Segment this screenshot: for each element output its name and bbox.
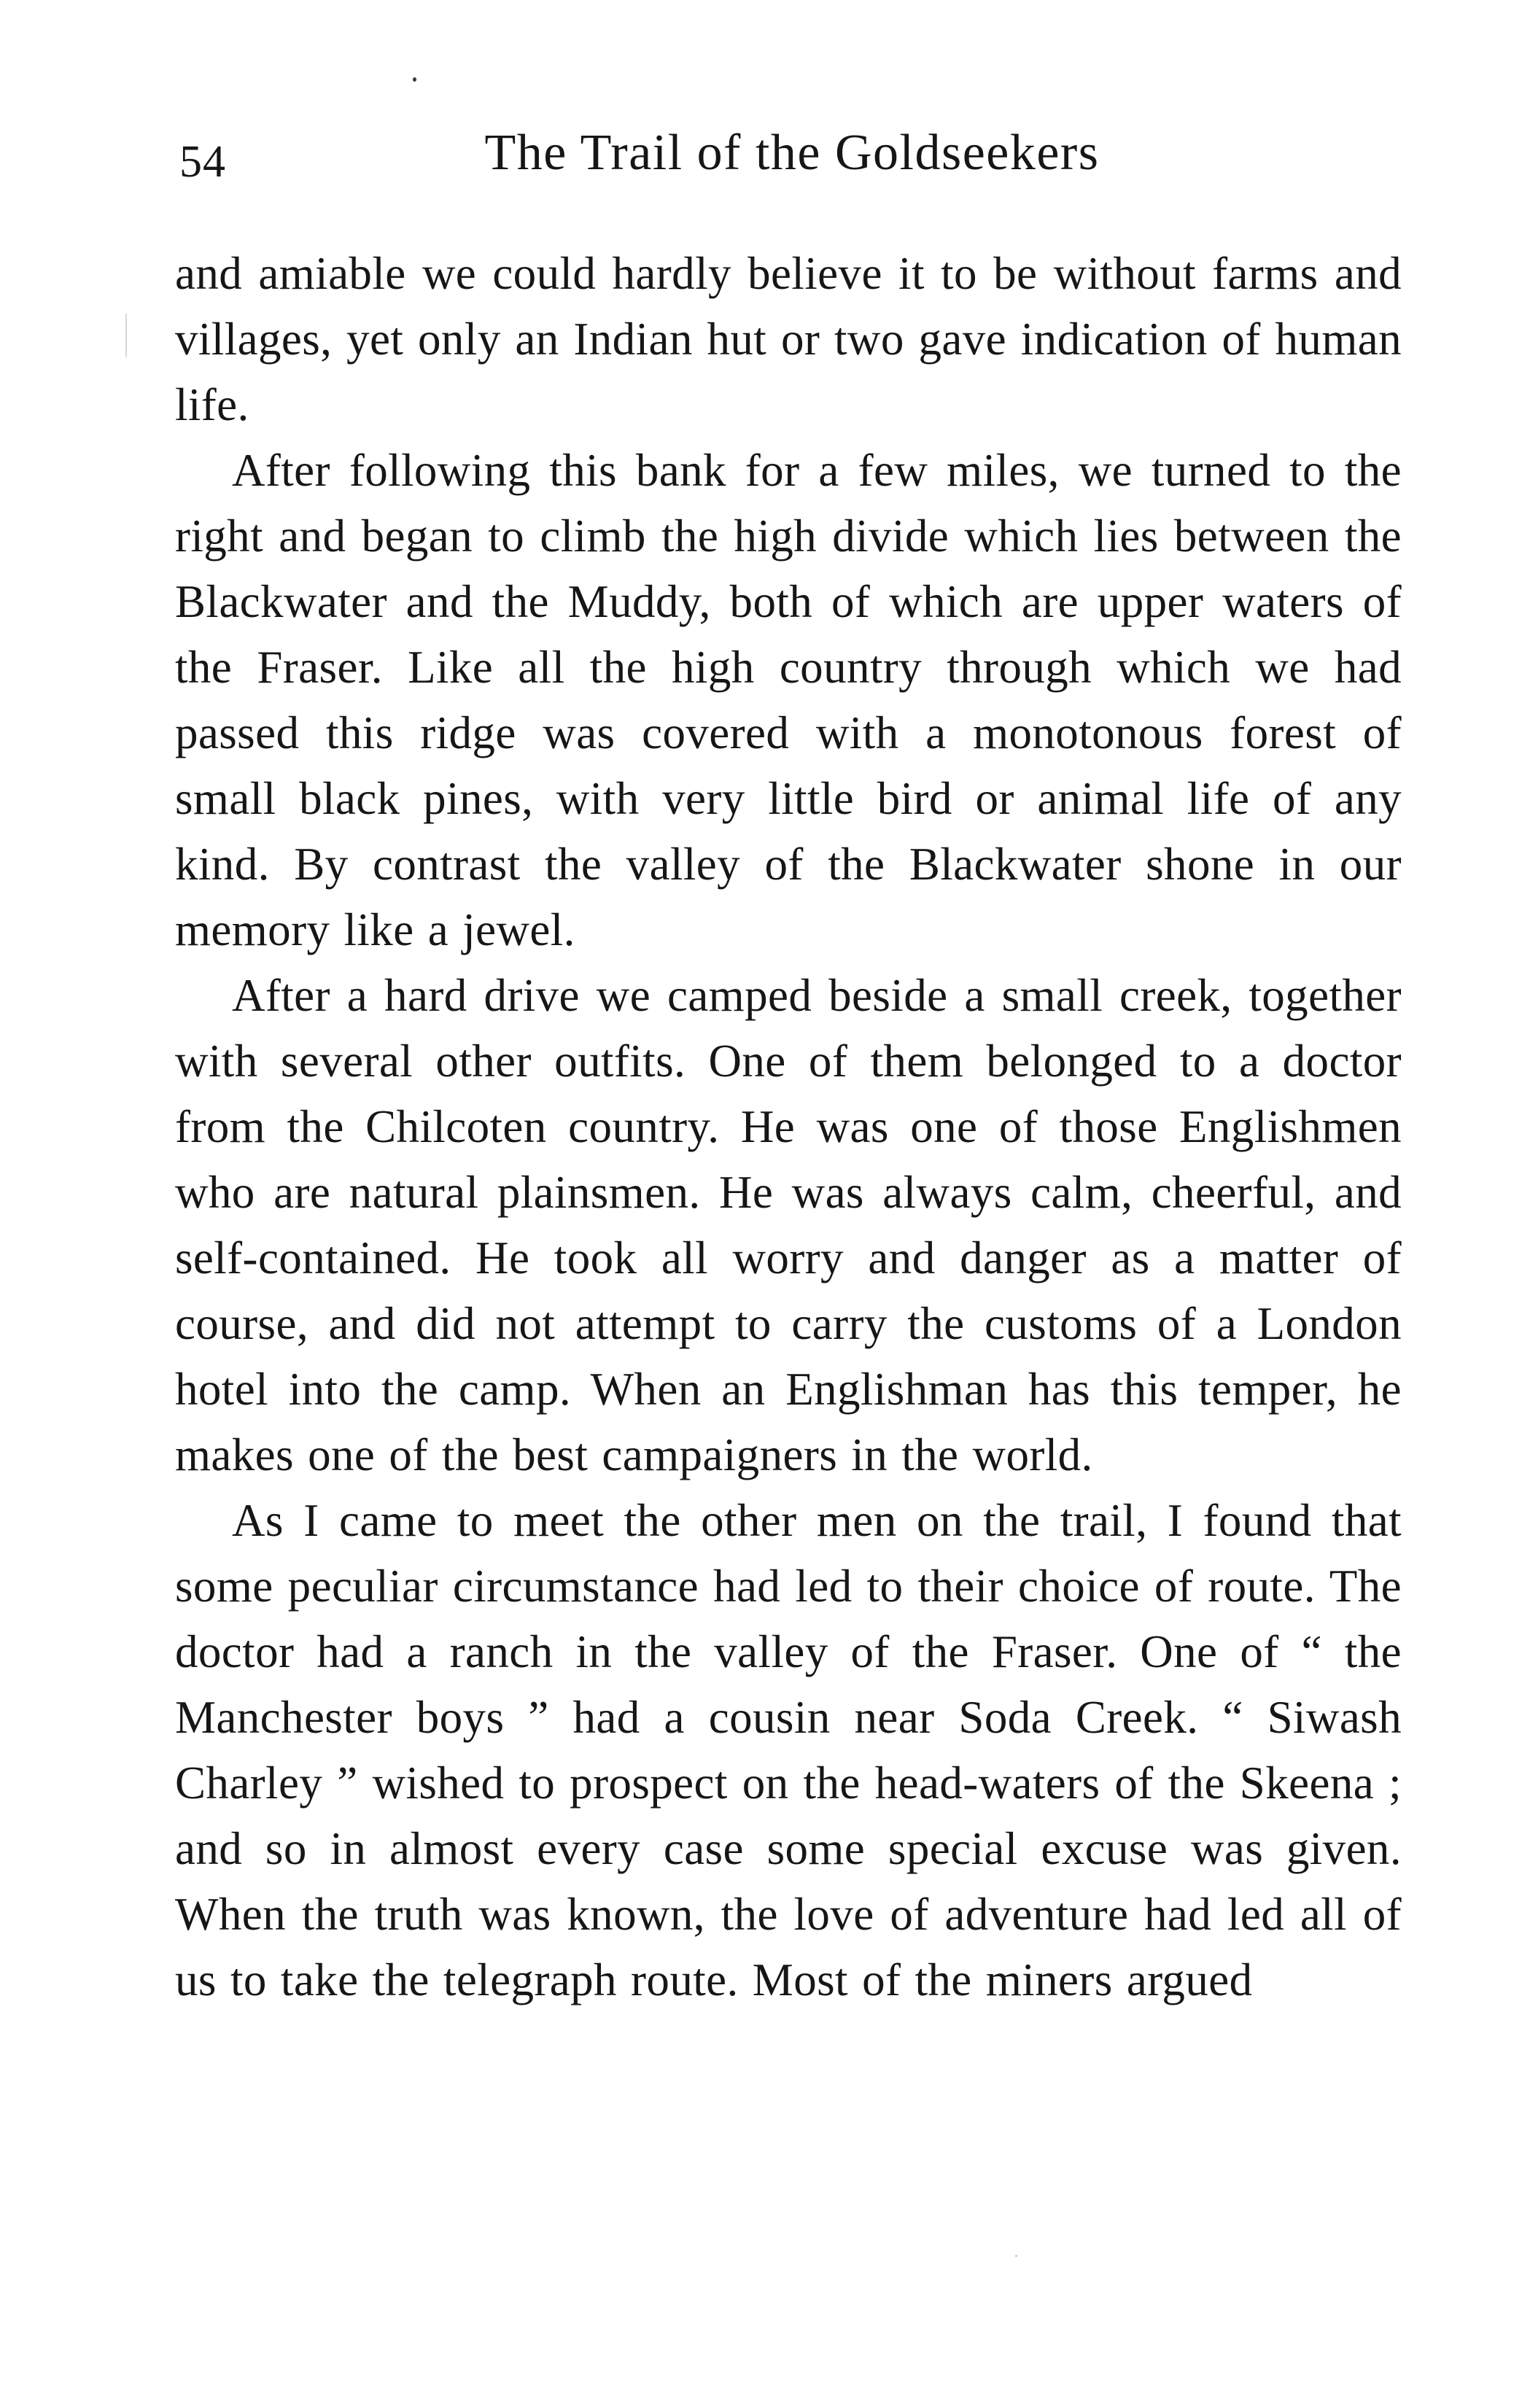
book-title: The Trail of the Goldseekers: [484, 125, 1100, 181]
paragraph: After a hard drive we camped beside a small creek, together with several other outfits. One of them belonged to a doctor from the Chilcoten country. He was one of those Englishmen who are natural plainsmen. He was always calm, cheerful, and self-contained. He took all worry and danger as a matter of course, and did not attempt to carry the customs of a London hotel into the camp. When an Englishman has this temper, he makes one of the best campaigners in the world.: [175, 970, 1402, 1480]
margin-mark: [125, 314, 127, 357]
running-head: [179, 120, 1405, 208]
paragraph: After following this bank for a few miles, we turned to the right and began to climb the high divide which lies between the Blackwater and the Muddy, both of which are upper waters of the Fraser. Like all the high country through which we had passed this ridge was covered with a monotonous forest of small black pines, with very little bird or animal life of any kind. By contrast the valley of the Blackwater shone in our memory like a jewel.: [175, 445, 1402, 955]
paragraph: As I came to meet the other men on the trail, I found that some peculiar circumstance had led to their choice of route. The doctor had a ranch in the valley of the Fraser. One of “ the Manchester boys ” had a cousin near Soda Creek. “ Siwash Charley ” wished to prospect on the head-waters of the Skeena ; and so in almost every case some special excuse was given. When the truth was known, the love of adventure had led all of us to take the telegraph route. Most of the miners argued: [175, 1495, 1402, 2005]
ink-speck: [413, 77, 416, 82]
paragraph-continued: and amiable we could hardly believe it to be without farms and villages, yet only an Indian hut or two gave indication of human life.: [175, 248, 1402, 430]
paper-speck: [1015, 2255, 1017, 2257]
body-text: [175, 241, 1402, 2013]
page-number: 54: [179, 137, 226, 187]
